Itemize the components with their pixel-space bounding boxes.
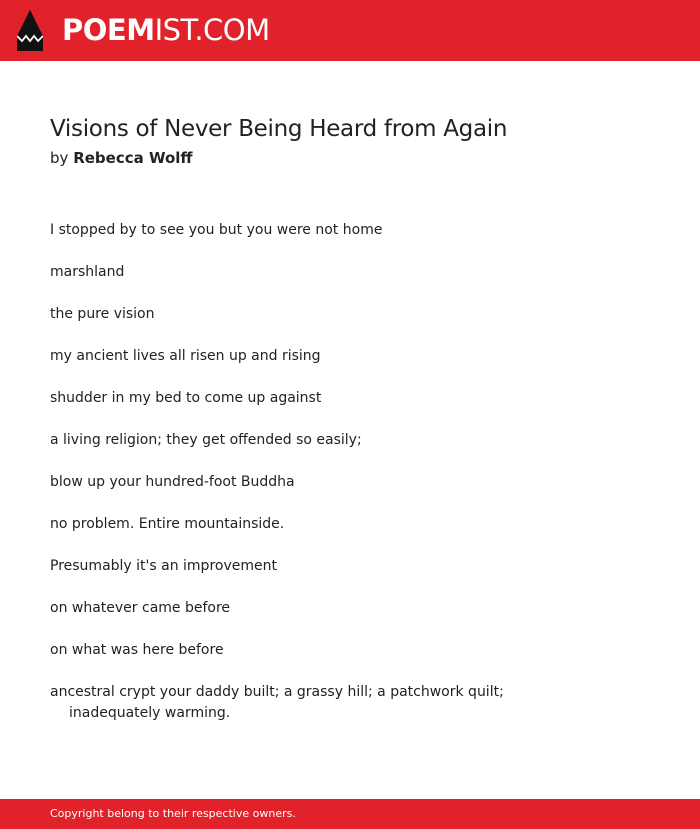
site-header — [0, 0, 700, 61]
poem-line: I stopped by to see you but you were not home — [50, 222, 383, 238]
poem-line: on what was here before — [50, 642, 224, 658]
poem-line: my ancient lives all risen up and rising — [50, 348, 321, 364]
poem-line: marshland — [50, 264, 125, 280]
copyright-notice: Copyright belong to their respective owners. — [50, 807, 296, 820]
poem-line: on whatever came before — [50, 600, 231, 616]
poem-body — [50, 220, 650, 745]
poem-line: Presumably it's an improvement — [50, 558, 277, 574]
poem-line: blow up your hundred-foot Buddha — [50, 474, 295, 490]
poem-title: Visions of Never Being Heard from Again — [50, 116, 508, 142]
poem-line: ancestral crypt your daddy built; a grassy hill; a patchwork quilt; inadequately warming. — [50, 684, 504, 721]
by-label: by — [50, 149, 69, 167]
logo-wordmark-bold: POEM — [62, 13, 155, 47]
logo-wordmark — [62, 10, 270, 51]
poem-author: Rebecca Wolff — [73, 149, 193, 167]
site-footer — [0, 799, 700, 829]
poem-byline — [50, 149, 193, 167]
logo-wordmark-light: IST.COM — [154, 13, 270, 47]
poem-line: shudder in my bed to come up against — [50, 390, 322, 406]
poem-line: no problem. Entire mountainside. — [50, 516, 285, 532]
pencil-tip-icon — [17, 10, 43, 51]
poem-line: the pure vision — [50, 306, 155, 322]
site-logo[interactable] — [17, 10, 270, 51]
poem-line: a living religion; they get offended so easily; — [50, 432, 362, 448]
